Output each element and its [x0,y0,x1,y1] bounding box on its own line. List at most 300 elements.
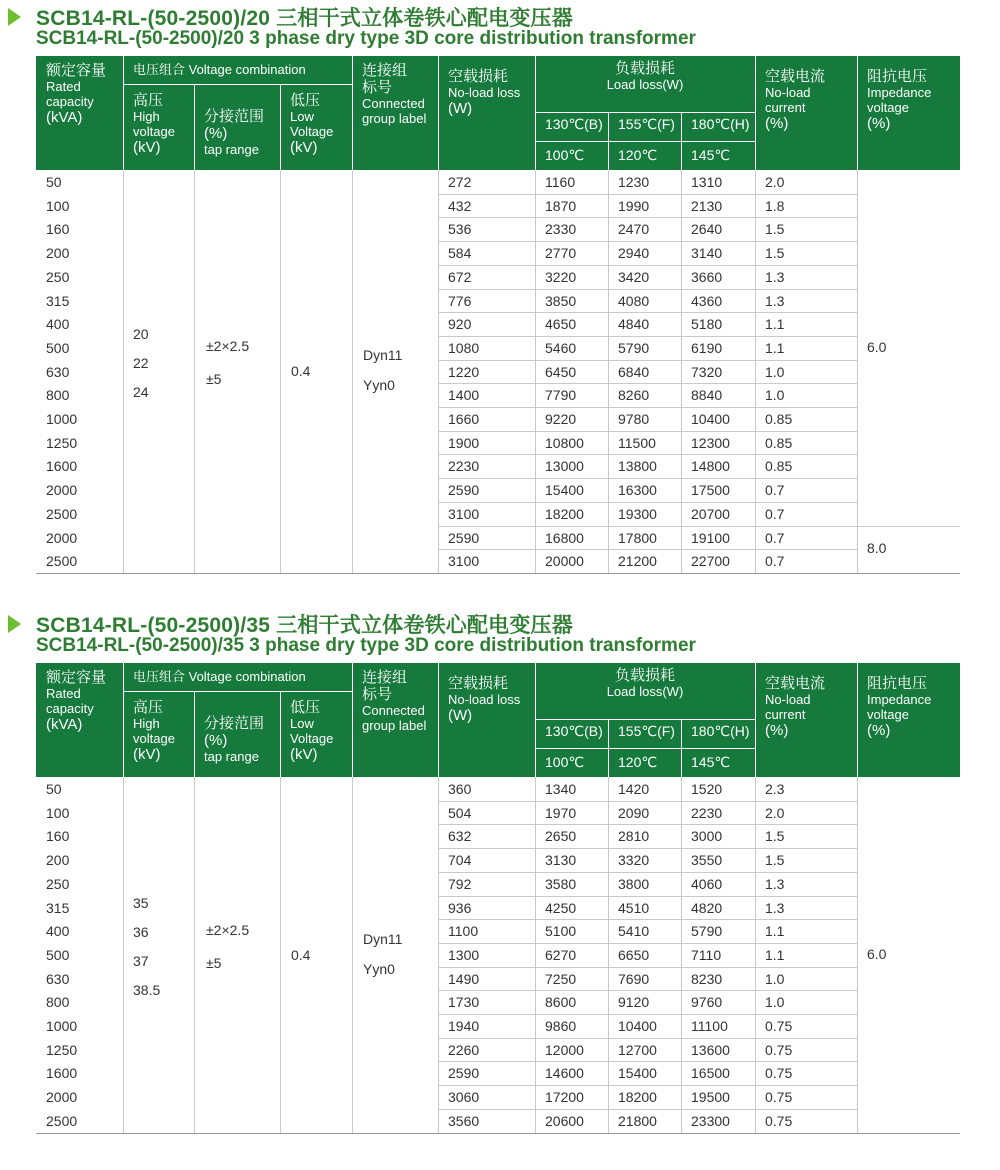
table-cell: 200 [46,852,70,869]
table-cell: 7320 [691,363,723,380]
table-cell: 9220 [545,411,577,427]
triangle-bullet-icon [8,615,21,633]
table-cell: 1900 [448,434,480,451]
spec-table [36,663,960,1135]
table-cell: 500 [46,339,70,356]
table-cell: 1.3 [765,292,785,309]
table-cell: 5790 [618,339,650,356]
table-cell: 630 [46,970,70,987]
table-cell: 2640 [691,221,723,238]
header-text: 标号 [362,686,393,703]
header-text: 阻抗电压 [867,675,928,692]
table-cell: 1.8 [765,197,785,214]
header-cell [352,663,438,733]
table-cell: 21800 [618,1112,657,1129]
header-ref-temp: 120℃ [618,147,658,163]
header-text: (W) [448,100,473,117]
header-cell [123,693,194,763]
table-cell: 400 [46,923,70,940]
table-cell: 630 [46,363,70,380]
table-cell: 1940 [448,1018,480,1034]
header-text: tap range [204,142,259,157]
table-cell: 1.3 [765,899,785,916]
table-cell: 1160 [545,174,576,190]
header-divider [123,691,352,692]
header-text: 空载损耗 [448,675,509,692]
header-class-temp: 180℃(H) [691,116,750,132]
header-text: Rated [46,79,81,94]
table-cell: 5790 [691,923,723,940]
header-voltage-combination: 电压组合 Voltage combination [133,62,306,77]
table-cell: 800 [46,994,70,1011]
table-cell: 5460 [545,339,577,356]
table-cell: 315 [46,899,70,916]
header-ref-temp: 100℃ [545,754,585,770]
table-cell: 315 [46,292,70,309]
header-text: 高压 [133,92,164,109]
header-text: (kV) [290,746,318,763]
hv-value: 38.5 [133,981,161,998]
table-cell: 3060 [448,1089,480,1106]
header-text: Low [290,716,314,731]
table-cell: 776 [448,292,472,309]
header-ref-temp: 145℃ [691,754,731,770]
header-text: voltage [133,124,175,139]
table-cell: 2500 [46,1112,78,1129]
table-cell: 792 [448,875,472,892]
table-cell: 12000 [545,1041,584,1058]
table-cell: 0.7 [765,505,785,522]
table-cell: 7250 [545,970,577,987]
header-cell [438,62,535,117]
table-cell: 2500 [46,505,78,522]
table-cell: 21200 [618,553,657,570]
header-text: (%) [867,115,891,132]
table-cell: 14600 [545,1065,584,1082]
table-cell: 13600 [691,1041,730,1058]
header-cell [36,56,123,126]
table-cell: 0.7 [765,482,785,499]
header-text: current [765,100,806,115]
table-cell: 9860 [545,1018,577,1034]
table-cell: 3220 [545,268,577,285]
table-cell: 6450 [545,363,577,380]
table-cell: 4650 [545,316,577,333]
header-text: (kV) [133,746,161,763]
table-row [36,502,960,526]
table-cell: 0.75 [765,1018,793,1034]
table-row [36,1014,960,1038]
table-cell: 1.5 [765,828,785,845]
header-class-temp: 130℃(B) [545,723,603,739]
table-cell: 9780 [618,411,650,427]
table-cell: 1250 [46,1041,78,1058]
table-row [36,454,960,478]
table-cell: 23300 [691,1112,730,1129]
table-cell: 272 [448,174,472,190]
table-cell: 9120 [618,994,650,1011]
merged-group-label [363,931,437,991]
header-text: 低压 [290,699,321,716]
merged-low-voltage: 0.4 [291,363,311,380]
header-cell [280,693,352,763]
table-cell: 3320 [618,852,650,869]
table-cell: 1000 [46,1018,78,1034]
table-cell: 19500 [691,1089,730,1106]
header-text: Load loss(W) [606,684,684,699]
group-value: Dyn11 [363,930,403,947]
table-row [36,872,960,896]
table-cell: 2000 [46,1089,78,1106]
header-text: 空载电流 [765,675,826,692]
table-cell: 5410 [618,923,650,940]
table-bottom-line [36,1133,960,1134]
table-cell: 2650 [545,828,577,845]
header-text: Voltage [290,731,334,746]
header-text: (%) [867,722,891,739]
table-cell: 17800 [618,529,657,546]
table-cell: 1.1 [765,339,785,356]
table-cell: 1080 [448,339,480,356]
header-cell [857,62,960,132]
table-cell: 4080 [618,292,650,309]
table-cell: 1870 [545,197,577,214]
header-text: 连接组 [362,62,408,79]
table-cell: 15400 [618,1065,657,1082]
spec-table [36,56,960,575]
table-cell: 160 [46,828,70,845]
merged-impedance: 6.0 [867,338,887,355]
table-cell: 1230 [618,174,650,190]
title-english: SCB14-RL-(50-2500)/20 3 phase dry type 3D core distribution transformer [36,28,696,49]
table-cell: 50 [46,781,62,797]
header-text: (kVA) [46,716,83,733]
table-cell: 13800 [618,458,657,475]
header-text: 额定容量 [46,62,107,79]
table-cell: 11100 [691,1018,728,1034]
table-cell: 8260 [618,387,650,404]
table-cell: 14800 [691,458,730,475]
table-cell: 1420 [618,781,650,797]
table-row [36,1038,960,1062]
table-cell: 16500 [691,1065,730,1082]
header-voltage-combination: 电压组合 Voltage combination [133,669,306,684]
header-text: capacity [46,701,94,716]
table-cell: 2230 [448,458,480,475]
table-cell: 3130 [545,852,577,869]
table-cell: 20000 [545,553,584,570]
table-cell: 3660 [691,268,723,285]
table-bottom-line [36,573,960,574]
table-cell: 1600 [46,1065,78,1082]
table-cell: 1.5 [765,221,785,238]
table-cell: 2000 [46,482,78,499]
table-cell: 2810 [618,828,650,845]
table-cell: 1.0 [765,363,785,380]
table-cell: 2590 [448,482,480,499]
table-cell: 360 [448,781,472,797]
header-text: Impedance [867,85,932,100]
table-cell: 12700 [618,1041,657,1058]
table-cell: 3420 [618,268,650,285]
table-cell: 1.1 [765,923,785,940]
table-cell: 2260 [448,1041,480,1058]
header-text: 高压 [133,699,164,716]
table-cell: 160 [46,221,70,238]
table-cell: 3800 [618,875,650,892]
table-cell: 1600 [46,458,78,475]
table-cell: 8840 [691,387,723,404]
table-cell: 936 [448,899,472,916]
table-row [36,431,960,455]
table-cell: 1520 [691,781,723,797]
table-row [36,848,960,872]
table-row [36,801,960,825]
header-text: (%) [204,732,228,749]
header-text: tap range [204,749,259,764]
table-cell: 1340 [545,781,577,797]
table-cell: 12300 [691,434,730,451]
table-cell: 0.85 [765,411,793,427]
table-cell: 4510 [618,899,650,916]
merged-low-voltage: 0.4 [291,946,311,963]
table-cell: 400 [46,316,70,333]
header-text: (W) [448,707,473,724]
header-text: (kV) [290,139,318,156]
table-cell: 0.75 [765,1089,793,1106]
hv-value: 24 [133,383,149,400]
table-cell: 3580 [545,875,577,892]
header-text: (%) [765,115,789,132]
table-cell: 4060 [691,875,723,892]
table-cell: 500 [46,946,70,963]
table-cell: 10800 [545,434,584,451]
hv-value: 20 [133,325,149,342]
header-text: Voltage [290,124,334,139]
header-ref-temp: 100℃ [545,147,585,163]
table-cell: 3140 [691,245,723,262]
table-cell: 2470 [618,221,650,238]
table-cell: 2590 [448,529,480,546]
header-cell [194,709,280,764]
group-value: Dyn11 [363,347,403,364]
group-value: Yyn0 [363,377,395,394]
impedance-divider [857,526,960,527]
triangle-bullet-icon [8,8,21,26]
table-cell: 4820 [691,899,723,916]
header-text: 标号 [362,79,393,96]
table-cell: 1.0 [765,387,785,404]
table-row [36,170,960,194]
table-row [36,1061,960,1085]
table-cell: 5100 [545,923,577,940]
table-cell: 8600 [545,994,577,1011]
table-cell: 250 [46,875,70,892]
table-cell: 1400 [448,387,480,404]
table-cell: 4250 [545,899,577,916]
table-cell: 1310 [691,174,723,190]
header-text: High [133,109,160,124]
header-text: No-load [765,692,811,707]
table-cell: 6650 [618,946,650,963]
table-cell: 10400 [691,411,730,427]
header-text: voltage [867,707,909,722]
table-cell: 50 [46,174,62,190]
table-cell: 8230 [691,970,723,987]
table-cell: 2130 [691,197,723,214]
table-cell: 100 [46,197,70,214]
table-cell: 1250 [46,434,78,451]
table-cell: 1.5 [765,852,785,869]
header-load-loss [535,56,755,92]
table-cell: 4360 [691,292,723,309]
header-text: 负载损耗 [614,667,675,684]
table-cell: 672 [448,268,472,285]
table-cell: 1.0 [765,994,785,1011]
header-text: 低压 [290,92,321,109]
header-text: 负载损耗 [614,60,675,77]
table-cell: 0.75 [765,1112,793,1129]
header-text: group label [362,111,427,126]
table-cell: 18200 [545,505,584,522]
table-cell: 1660 [448,411,480,427]
table-cell: 704 [448,852,472,869]
header-text: No-load loss [448,692,521,707]
table-cell: 432 [448,197,472,214]
header-class-temp: 155℃(F) [618,116,675,132]
table-cell: 1.5 [765,245,785,262]
title-english: SCB14-RL-(50-2500)/35 3 phase dry type 3D core distribution transformer [36,635,696,656]
tap-value: ±2×2.5 [206,338,250,355]
table-cell: 2000 [46,529,78,546]
table-cell: 19100 [691,529,730,546]
header-text: No-load [765,85,811,100]
hv-value: 37 [133,952,149,969]
table-cell: 7790 [545,387,577,404]
table-cell: 0.7 [765,553,785,570]
group-value: Yyn0 [363,960,395,977]
merged-high-voltage [133,326,193,413]
table-cell: 3100 [448,505,480,522]
header-cell [123,86,194,156]
table-cell: 17200 [545,1089,584,1106]
header-divider [535,141,755,142]
table-cell: 920 [448,316,472,333]
table-cell: 632 [448,828,472,845]
table-cell: 20700 [691,505,730,522]
tap-value: ±2×2.5 [206,921,250,938]
table-cell: 1970 [545,804,577,821]
table-cell: 100 [46,804,70,821]
merged-tap-range [206,338,280,404]
header-text: Impedance [867,692,932,707]
table-cell: 2770 [545,245,577,262]
table-cell: 7690 [618,970,650,987]
header-cell [857,669,960,739]
table-cell: 1.3 [765,268,785,285]
header-text: No-load loss [448,85,521,100]
table-cell: 1730 [448,994,480,1011]
header-cell [280,86,352,156]
header-text: Rated [46,686,81,701]
table-cell: 16800 [545,529,584,546]
hv-value: 36 [133,923,149,940]
header-cell [438,669,535,724]
table-cell: 0.7 [765,529,785,546]
table-row [36,289,960,313]
table-cell: 1.1 [765,316,785,333]
header-text: (%) [765,722,789,739]
table-cell: 6270 [545,946,577,963]
header-text: voltage [867,100,909,115]
header-cell [755,669,857,739]
table-cell: 20600 [545,1112,584,1129]
table-cell: 2590 [448,1065,480,1082]
table-cell: 2.0 [765,174,785,190]
table-cell: 3850 [545,292,577,309]
header-divider [123,84,352,85]
merged-high-voltage [133,895,193,1011]
hv-value: 22 [133,354,149,371]
table-cell: 2.0 [765,804,785,821]
table-cell: 0.75 [765,1065,793,1082]
table-cell: 1490 [448,970,480,987]
title-chinese: SCB14-RL-(50-2500)/20 三相干式立体卷铁心配电变压器 [36,7,573,30]
table-header [36,663,960,777]
table-row [36,1085,960,1109]
table-row [36,777,960,801]
table-cell: 10400 [618,1018,657,1034]
table-cell: 250 [46,268,70,285]
header-text: Low [290,109,314,124]
header-text: 连接组 [362,669,408,686]
table-cell: 1100 [448,923,479,940]
header-text: 分接范围 [204,715,265,732]
merged-impedance: 6.0 [867,945,887,962]
header-load-loss [535,663,755,699]
title-chinese: SCB14-RL-(50-2500)/35 三相干式立体卷铁心配电变压器 [36,614,573,637]
header-cell [194,102,280,157]
header-text: group label [362,718,427,733]
table-cell: 11500 [618,434,656,451]
header-class-temp: 155℃(F) [618,723,675,739]
table-cell: 536 [448,221,472,238]
table-cell: 7110 [691,946,722,963]
table-header [36,56,960,170]
header-text: 空载电流 [765,68,826,85]
table-cell: 2230 [691,804,723,821]
header-text: 分接范围 [204,108,265,125]
table-cell: 19300 [618,505,657,522]
table-cell: 16300 [618,482,657,499]
header-class-temp: 130℃(B) [545,116,603,132]
table-cell: 0.75 [765,1041,793,1058]
table-cell: 9760 [691,994,723,1011]
table-cell: 1000 [46,411,78,427]
header-text: current [765,707,806,722]
merged-group-label [363,347,437,407]
header-ref-temp: 120℃ [618,754,658,770]
table-cell: 3000 [691,828,723,845]
table-cell: 17500 [691,482,730,499]
table-cell: 4840 [618,316,650,333]
table-cell: 0.85 [765,458,793,475]
table-cell: 1.3 [765,875,785,892]
table-cell: 1.1 [765,946,785,963]
table-cell: 15400 [545,482,584,499]
tap-value: ±5 [206,371,222,388]
header-text: voltage [133,731,175,746]
